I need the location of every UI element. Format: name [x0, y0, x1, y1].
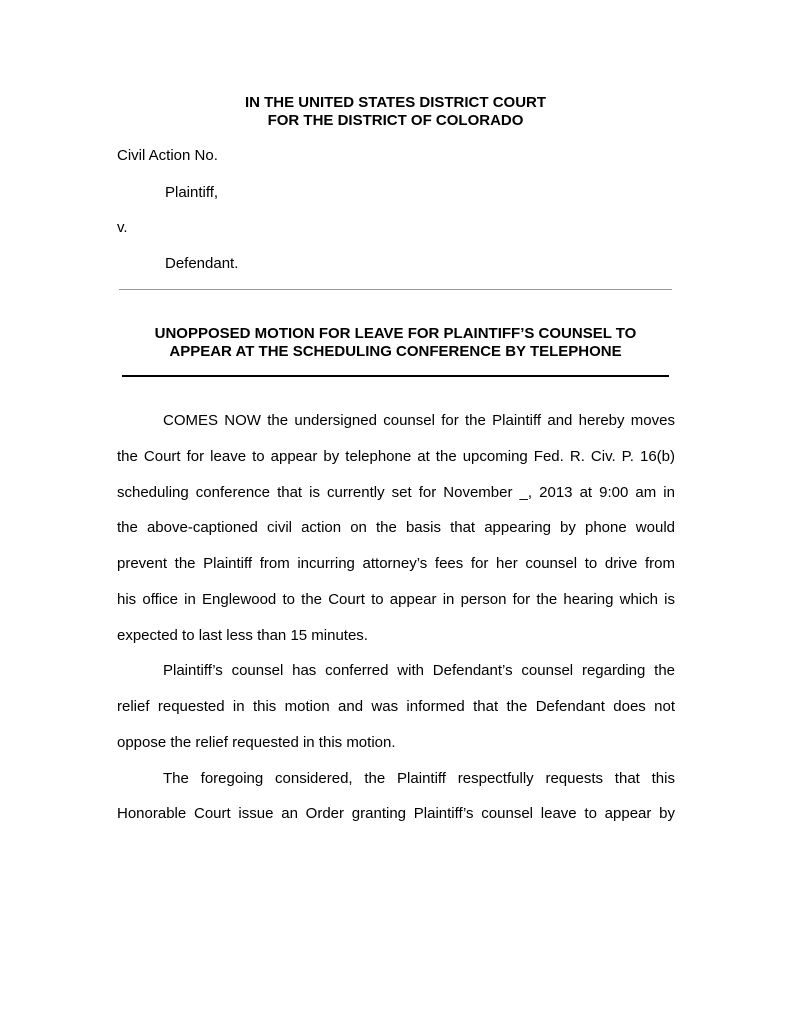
paragraph-1-line-4: the above-captioned civil action on the basis that appearing by phone would	[117, 519, 675, 536]
paragraph-2-line-3: oppose the relief requested in this motion.	[117, 734, 396, 751]
motion-title-line-2: APPEAR AT THE SCHEDULING CONFERENCE BY TELEPHONE	[169, 343, 622, 360]
paragraph-1-line-5: prevent the Plaintiff from incurring attorney’s fees for her counsel to drive from	[117, 555, 675, 572]
versus-label: v.	[117, 219, 128, 236]
paragraph-1-line-6: his office in Englewood to the Court to appear in person for the hearing which is	[117, 591, 675, 608]
paragraph-3-line-2: Honorable Court issue an Order granting Plaintiff’s counsel leave to appear by	[117, 805, 675, 822]
paragraph-3-line-1: The foregoing considered, the Plaintiff respectfully requests that this	[163, 770, 675, 787]
defendant-label: Defendant.	[165, 255, 239, 272]
plaintiff-label: Plaintiff,	[165, 184, 219, 201]
paragraph-1-line-7: expected to last less than 15 minutes.	[117, 627, 368, 644]
motion-title-line-1: UNOPPOSED MOTION FOR LEAVE FOR PLAINTIFF’S COUNSEL TO	[154, 325, 637, 342]
paragraph-1-line-3: scheduling conference that is currently set for November _, 2013 at 9:00 am in	[117, 484, 675, 501]
paragraph-1-line-1: COMES NOW the undersigned counsel for the Plaintiff and hereby moves	[163, 412, 675, 429]
paragraph-2-line-1: Plaintiff’s counsel has conferred with Defendant’s counsel regarding the	[163, 662, 675, 679]
title-underline	[122, 375, 669, 377]
paragraph-2-line-2: relief requested in this motion and was informed that the Defendant does not	[117, 698, 675, 715]
paragraph-1-line-2: the Court for leave to appear by telephone at the upcoming Fed. R. Civ. P. 16(b)	[117, 448, 675, 465]
court-district: FOR THE DISTRICT OF COLORADO	[267, 112, 524, 129]
civil-action-number: Civil Action No.	[117, 147, 218, 164]
caption-divider	[119, 289, 672, 290]
court-name: IN THE UNITED STATES DISTRICT COURT	[244, 94, 547, 111]
